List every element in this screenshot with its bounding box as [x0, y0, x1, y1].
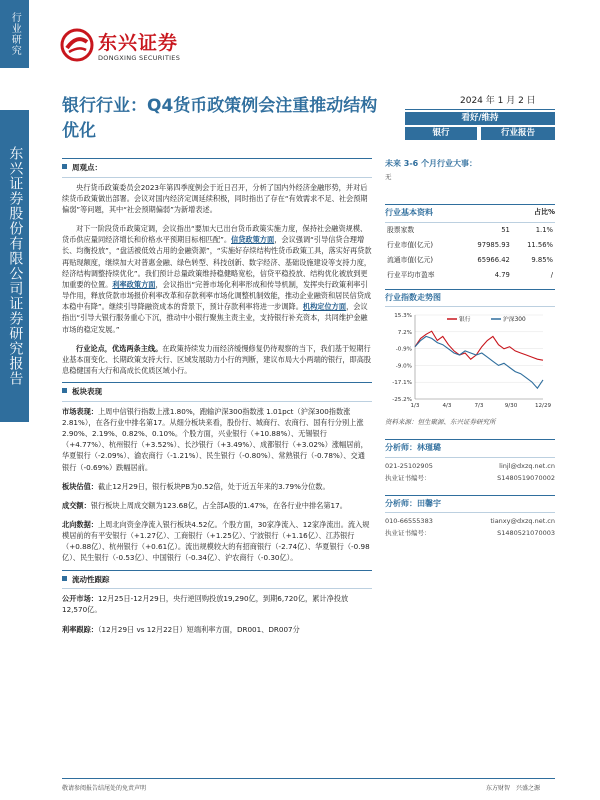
policy-text-b: ，会议强调“引导信贷合理增长、均衡投放”，“盘活被低效占用的金融资源”，“实施好存续结构性货币政策工具，落实好再贷款再贴现额度，继续加大对普惠金融、绿色转型、科技创新、数字经济、基础设施建设等支持力度，经济结构调整持续优化”。我们预计总量政策维持稳健略宽松，信贷平稳投放、结构优化被放到更加重要的位置。 — [62, 235, 372, 289]
basic-info-label: 行业市值(亿元) — [387, 241, 434, 250]
analyst-2-contact — [385, 516, 555, 526]
paragraph-northbound — [62, 519, 372, 564]
paragraph-valuation — [62, 481, 372, 492]
section-divider — [62, 382, 372, 383]
rate-policy-link: 利率政策方面 — [112, 279, 156, 289]
side-column — [385, 158, 555, 538]
liquidity-heading-text: 流动性跟踪 — [72, 574, 110, 584]
logo-icon — [60, 28, 94, 62]
basic-info-pct-header: 占比% — [533, 208, 555, 217]
section-divider — [62, 158, 372, 159]
market-lead: 市场表现： — [62, 406, 98, 416]
index-trend-chart — [385, 307, 555, 412]
paragraph-open-market — [62, 593, 372, 615]
chart-x-tick-label: 4/3 — [442, 403, 452, 410]
sidebar-category-label: 行业研究 — [0, 0, 29, 68]
index-chart-header — [385, 289, 555, 307]
investment-text: 在政策持续发力而经济缓慢修复仍待观察的当下，我们基于短期行业基本面变化、长期政策支持大行、区域发展助力小行的判断，建议布局大小两端的银行，即高股息稳健国有大行和高成长优质区域小行。 — [62, 343, 372, 375]
analyst-1-name: 分析师：林瑾璐 — [385, 443, 441, 453]
analyst-1-cert-row — [385, 473, 555, 483]
outlook-value: 无 — [385, 173, 392, 182]
rating-badge: 看好/维持 — [405, 112, 555, 125]
market-text: 上周中信银行指数上涨1.80%，跑输沪深300指数涨 1.01pct（沪深300指数涨 2.81%），在各行业中排名第17。从细分板块来看，股份行、城商行、农商行、国有行分别上涨 2.90%、2.19%、0.82%、0.10%。个股方面，兴业银行（+10.88%）、无锡银行（+4.77%）、杭州银行（+3.52%）、长沙银行（+3.49%）、成都银行（+3.02%）涨幅居前，华夏银行（-2.09%）、渝农商行（-1.21%）、民生银行（-0.80%）、常熟银行（-0.78%）、交通银行（-0.69%）跌幅居前。 — [62, 406, 368, 472]
credit-policy-link: 信贷政策方面 — [231, 235, 275, 245]
chart-series-line-0 — [415, 331, 543, 360]
basic-info-row — [385, 223, 555, 238]
rate-tracking-text: （12月29日 vs 12月22日）短端利率方面，DR001、DR007分 — [97, 624, 300, 634]
basic-info-value: 65966.42 — [477, 256, 510, 265]
valuation-lead: 板块估值： — [62, 481, 98, 491]
analyst-divider — [385, 439, 555, 440]
open-market-text: 12月25日-12月29日，央行逆回购投放19,290亿，到期6,720亿，累计净投放12,570亿。 — [62, 594, 349, 615]
analyst-2-cert: S1480521070003 — [497, 529, 555, 538]
outlook-title: 未来 3-6 个月行业大事： — [385, 159, 478, 168]
chart-x-tick-label: 9/30 — [504, 403, 518, 410]
northbound-lead: 北向数据： — [62, 520, 98, 529]
chart-source: 资料来源：恒生聚源、东兴证券研究所 — [385, 418, 496, 427]
basic-info-label: 流通市值(亿元) — [387, 256, 434, 265]
basic-info-value: 4.79 — [494, 271, 510, 280]
board-heading-text: 板块表现 — [72, 387, 102, 397]
index-chart-divider — [385, 289, 555, 290]
liquidity-heading — [62, 574, 372, 586]
analyst-2 — [385, 495, 555, 539]
index-chart-title: 行业指数走势图 — [385, 292, 441, 302]
analyst-1-email[interactable]: linjl@dxzq.net.cn — [499, 461, 555, 470]
main-column — [62, 158, 372, 635]
section-underline — [62, 588, 372, 589]
chart-legend-label: 沪深300 — [503, 317, 526, 324]
basic-info-row — [385, 238, 555, 253]
basic-info-value: 51 — [501, 226, 510, 235]
policy-text-c: ，会议指出“完善市场化利率形成和传导机制，发挥央行政策利率引导作用，释放贷款市场报价利率改革和存款利率市场化调整机制效能，推动企业融资和居民信贷成本稳中有降”。继续引导降融资成本的背景下，预计存款利率将进一步调降。 — [62, 279, 372, 312]
turnover-lead: 成交额： — [62, 500, 91, 510]
logo-text: 东兴证券 — [98, 32, 179, 54]
analyst-1-phone: 021-25102905 — [385, 461, 433, 470]
chart-y-tick-label: -25.2% — [392, 397, 412, 404]
basic-info-pct: 11.56% — [527, 241, 553, 250]
basic-info-table — [385, 223, 555, 283]
basic-info-row — [385, 268, 555, 283]
rate-tracking-lead: 利率跟踪： — [62, 624, 98, 634]
paragraph-policy — [62, 223, 372, 335]
chart-y-tick-label: -17.1% — [392, 380, 412, 387]
northbound-text: 上周北向资金净流入银行板块4.52亿。个股方面，30家净流入、12家净流出。流入规模居前的有平安银行（+1.27亿）、工商银行（+1.25亿）、宁波银行（+1.16亿）、江苏银行（+0.88亿）、杭州银行（+0.61亿）。流出规模较大的有招商银行（-2.74亿）、华夏银行（-0.98亿）、民生银行（-0.53亿）、中国银行（-0.34亿）、沪农商行（-0.30亿）。 — [62, 520, 370, 563]
policy-text-d: ，会议指出“引导大银行服务重心下沉，推动中小银行聚焦主责主业，支持银行补充资本，共同维护金融市场的稳定发展。” — [62, 302, 368, 334]
basic-info-header — [385, 204, 555, 222]
report-type-tag: 行业报告 — [481, 127, 555, 140]
analyst-2-email[interactable]: tianxy@dxzq.net.cn — [490, 517, 555, 526]
paragraph-turnover — [62, 500, 372, 511]
basic-info-row — [385, 253, 555, 268]
turnover-text: 银行板块上周成交额为123.68亿，占全部A股的1.47%，在各行业中排名第17。 — [90, 500, 347, 510]
footer-disclaimer: 敬请参阅报告结尾处的免责声明 — [62, 785, 147, 792]
footer-divider — [62, 778, 555, 779]
basic-info-label: 股票家数 — [387, 226, 415, 235]
analyst-2-name: 分析师：田馨宇 — [385, 498, 441, 508]
basic-info-pct: 9.85% — [531, 256, 553, 265]
paragraph-market — [62, 406, 372, 473]
analyst-2-phone: 010-66555383 — [385, 517, 433, 526]
chart-y-tick-label: 15.3% — [394, 313, 412, 320]
basic-info-title-row — [385, 207, 555, 219]
section-bullet-icon — [62, 388, 67, 393]
analyst-1-contact — [385, 461, 555, 471]
basic-info-divider — [385, 204, 555, 205]
policy-text-a: 对下一阶段货币政策定调，会议指出“要加大已出台货币政策实施力度，保持社会融资规模、货币供应量同经济增长和价格水平预期目标相匹配”。 — [62, 224, 368, 245]
logo-subtext: DONGXING SECURITIES — [98, 54, 181, 62]
chart-legend-label: 银行 — [459, 317, 471, 324]
paragraph-summary: 央行货币政策委员会2023年第四季度例会于近日召开，分析了国内外经济金融形势，并对后续货币政策做出部署。会议对国内经济定调延续积极，同时指出了存在“有效需求不足、社会预期偏弱”等问题，其中“社会预期偏弱”为新增表述。 — [62, 182, 368, 214]
section-divider — [62, 570, 372, 571]
analyst-divider — [385, 495, 555, 496]
section-underline — [62, 177, 372, 178]
analyst-1-cert-label: 执业证书编号： — [385, 473, 431, 482]
section-bullet-icon — [62, 164, 67, 169]
industry-tag: 银行 — [405, 127, 477, 140]
analyst-underline — [385, 457, 555, 458]
board-heading — [62, 386, 372, 398]
viewpoint-heading-text: 周观点： — [72, 163, 102, 172]
basic-info-label: 行业平均市盈率 — [387, 271, 435, 280]
valuation-text: 截止12月29日，银行板块PB为0.52倍，处于近五年来的3.79%分位数。 — [97, 481, 330, 491]
institution-policy-link: 机构定位方面 — [302, 302, 347, 312]
basic-info-pct: / — [550, 271, 553, 280]
report-date: 2024 年 1 月 2 日 — [460, 96, 536, 106]
basic-info-value: 97985.93 — [477, 241, 510, 250]
report-title: 银行行业：Q4货币政策例会注重推动结构优化 — [62, 96, 378, 141]
analyst-2-cert-label: 执业证书编号： — [385, 529, 431, 538]
viewpoint-heading — [62, 162, 372, 174]
chart-x-tick-label: 12/29 — [534, 403, 552, 410]
section-underline — [62, 401, 372, 402]
investment-lead: 行业论点，优选两条主线。 — [76, 343, 163, 353]
chart-y-tick-label: 7.2% — [397, 330, 412, 337]
paragraph-investment — [62, 343, 372, 376]
sidebar-company-label: 东兴证券股份有限公司证券研究报告 — [0, 110, 29, 422]
open-market-lead: 公开市场： — [62, 594, 98, 604]
chart-series-line-1 — [415, 337, 543, 389]
analyst-1-cert: S1480519070002 — [497, 473, 555, 482]
chart-y-tick-label: -0.9% — [395, 346, 412, 353]
basic-info-pct: 1.1% — [535, 226, 553, 235]
chart-y-tick-label: -9.0% — [395, 363, 412, 370]
analyst-1 — [385, 439, 555, 483]
basic-info-title: 行业基本资料 — [385, 208, 433, 218]
analyst-2-cert-row — [385, 528, 555, 538]
chart-x-tick-label: 7/3 — [474, 403, 484, 410]
analyst-underline — [385, 512, 555, 513]
paragraph-rate-tracking — [62, 624, 372, 635]
footer-slogan: 东方财智 兴盛之源 — [486, 785, 541, 792]
section-bullet-icon — [62, 576, 67, 581]
chart-x-tick-label: 1/3 — [410, 403, 420, 410]
header-divider — [405, 109, 555, 110]
